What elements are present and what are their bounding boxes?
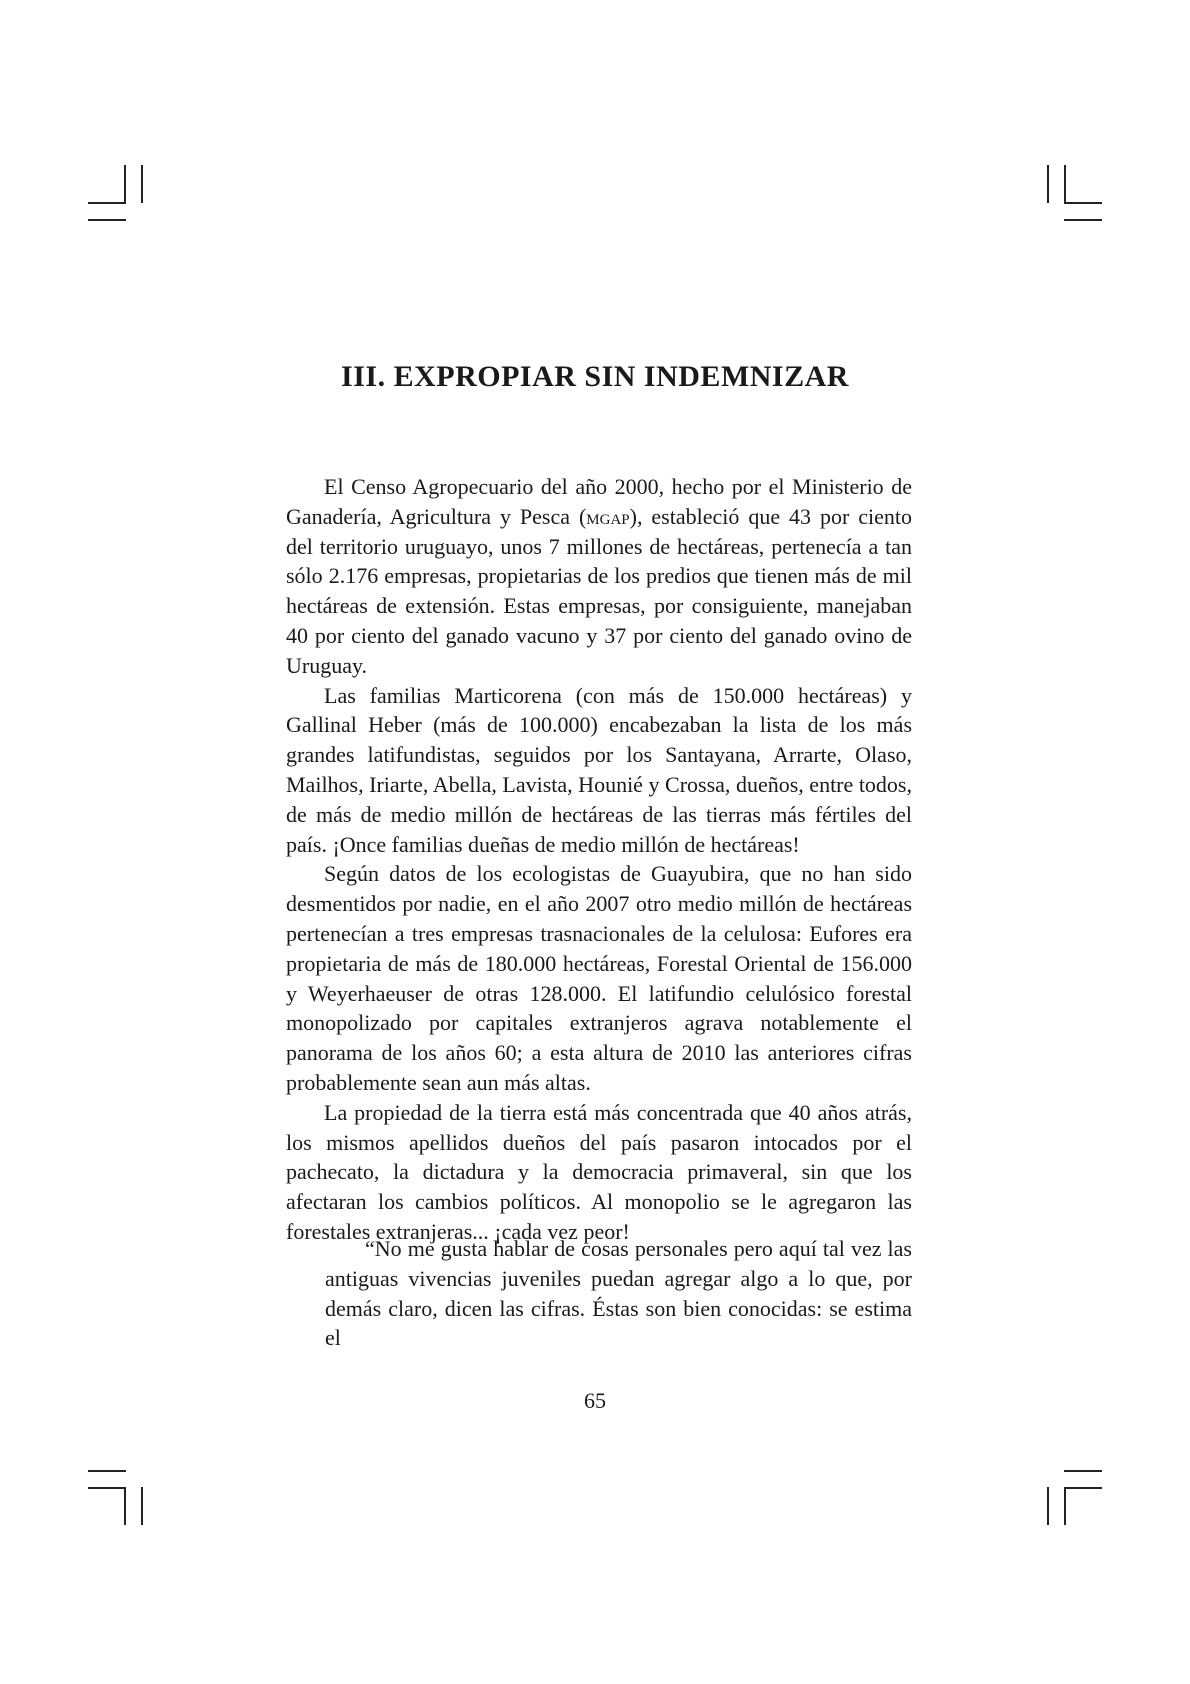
crop-mark	[1047, 165, 1049, 203]
crop-mark	[1047, 1487, 1049, 1525]
chapter-title: III. EXPROPIAR SIN INDEMNIZAR	[341, 360, 849, 393]
crop-mark	[88, 219, 126, 221]
crop-mark	[88, 202, 126, 204]
body-text	[286, 472, 912, 1247]
block-quote	[325, 1234, 912, 1353]
paragraph-text: El Censo Agropecuario del año 2000, hecho por el Ministerio de Ganadería, Agricultura y Pesca (	[286, 474, 912, 529]
abbreviation: mgap	[586, 503, 630, 529]
crop-mark	[1064, 219, 1102, 221]
quote-text: “No me gusta hablar de cosas personales pero aquí tal vez las antiguas vivencias juveniles puedan agregar algo a lo que, por demás claro, dicen las cifras. Éstas son bien conocidas: se estima el	[325, 1236, 912, 1351]
crop-mark	[1064, 1470, 1102, 1472]
crop-mark	[1064, 165, 1066, 203]
crop-mark	[1064, 1487, 1066, 1525]
crop-mark	[141, 1487, 143, 1525]
paragraph: La propiedad de la tierra está más concentrada que 40 años atrás, los mismos apellidos dueños del país pasaron intocados por el pachecato, la dictadura y la democracia primaveral, sin que los afectaran los cambios políticos. Al monopolio se le agregaron las forestales extranjeras... ¡cada vez peor!	[286, 1099, 912, 1244]
crop-mark	[141, 165, 143, 203]
crop-mark	[1064, 1487, 1102, 1489]
crop-mark	[1064, 202, 1102, 204]
crop-mark	[88, 1487, 126, 1489]
crop-mark	[124, 1487, 126, 1525]
paragraph-text: ), estableció que 43 por ciento del territorio uruguayo, unos 7 millones de hectáreas, pertenecía a tan sólo 2.176 empresas, propietarias de los predios que tienen más de mil hectáreas de extensión. Estas empresas, por consiguiente, manejaban 40 por ciento del ganado vacuno y 37 por ciento del ganado ovino de Uruguay.	[286, 503, 912, 678]
page-number: 65	[584, 1388, 606, 1413]
paragraph: Según datos de los ecologistas de Guayubira, que no han sido desmentidos por nadie, en el año 2007 otro medio millón de hectáreas pertenecían a tres empresas trasnacionales de la celulosa: Eufores era propietaria de más de 180.000 hectáreas, Forestal Oriental de 156.000 y Weyerhaeuser de otras 128.000. El latifundio celulósico forestal monopolizado por capitales extranjeros agrava notablemente el panorama de los años 60; a esta altura de 2010 las anteriores cifras probablemente sean aun más altas.	[286, 861, 912, 1095]
crop-mark	[124, 165, 126, 203]
crop-mark	[88, 1470, 126, 1472]
paragraph	[286, 472, 912, 681]
paragraph: Las familias Marticorena (con más de 150.000 hectáreas) y Gallinal Heber (más de 100.000) encabezaban la lista de los más grandes latifundistas, seguidos por los Santayana, Arrarte, Olaso, Mailhos, Iriarte, Abella, Lavista, Hounié y Crossa, dueños, entre todos, de más de medio millón de hectáreas de las tierras más fértiles del país. ¡Once familias dueñas de medio millón de hectáreas!	[286, 682, 912, 857]
